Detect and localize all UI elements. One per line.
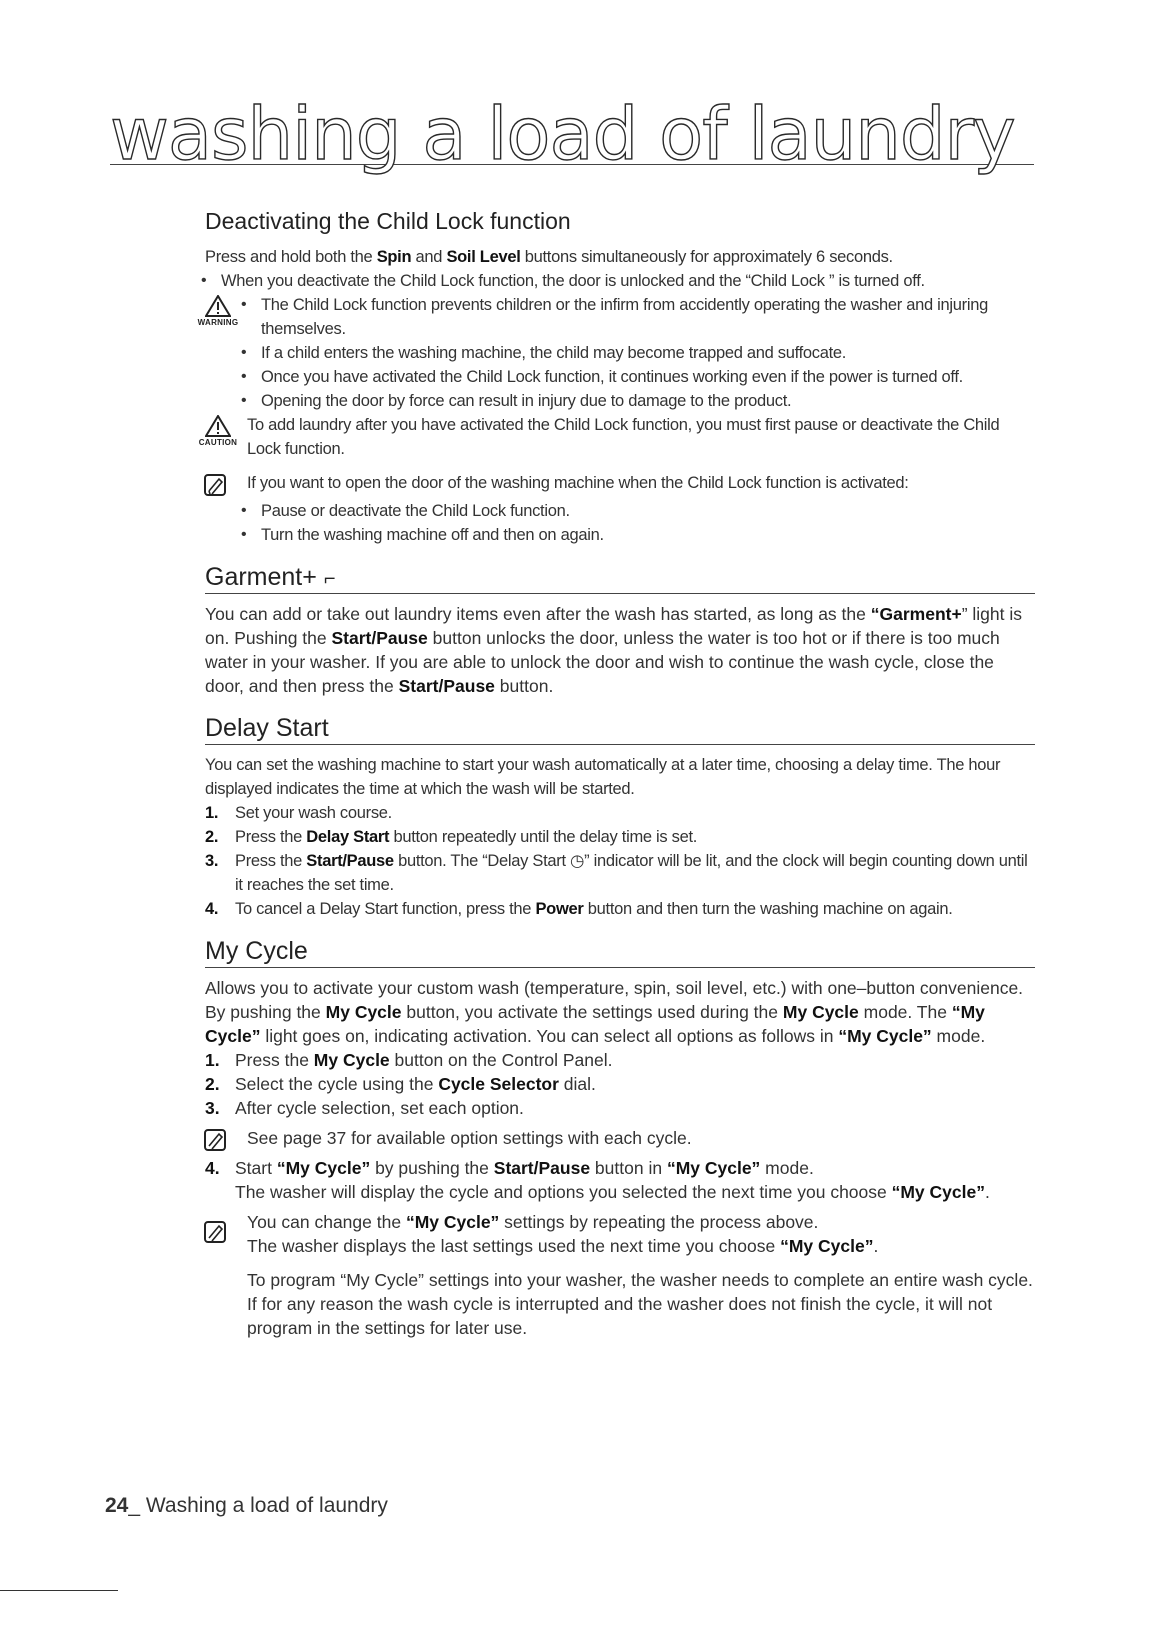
page-number: 24 (105, 1494, 129, 1517)
footer-divider (0, 1590, 118, 1591)
note-text: See page 37 for available option settings with each cycle. (247, 1128, 692, 1148)
section-heading-delay-start: Delay Start (205, 714, 1035, 745)
section-heading-garment: Garment+ ⌐ (205, 563, 1035, 594)
list-item: 2. Press the Delay Start button repeatedly until the delay time is set. (205, 828, 698, 846)
delay-steps (205, 801, 1035, 921)
list-item: 4. Start “My Cycle” by pushing the Start/Pause button in “My Cycle” mode. The washer will display the cycle and options you selected the next time you choose “My Cycle”. (205, 1158, 990, 1202)
note-icon (203, 1220, 227, 1249)
caution-label: CAUTION (198, 438, 238, 447)
list-item: • When you deactivate the Child Lock function, the door is unlocked and the “Child Lock ” is turned off. (193, 269, 1035, 293)
list-item: • Once you have activated the Child Lock function, it continues working even if the power is turned off. (233, 365, 1035, 389)
list-item: • The Child Lock function prevents children or the infirm from accidently operating the washer and injuring themselves. (233, 293, 1035, 341)
section-heading-child-lock: Deactivating the Child Lock function (205, 208, 571, 234)
my-cycle-note-2 (205, 1210, 1035, 1340)
caution-text: To add laundry after you have activated the Child Lock function, you must first pause or deactivate the Child Lock function. (247, 416, 1000, 458)
list-item: 3. Press the Start/Pause button. The “Delay Start ◷” indicator will be lit, and the clock will begin counting down until it reaches the set time. (205, 852, 1028, 894)
note-line: You can change the “My Cycle” settings by repeating the process above. (247, 1212, 819, 1232)
delay-intro: You can set the washing machine to start your wash automatically at a later time, choosing a delay time. The hour displayed indicates the time at which the wash will be started. (205, 756, 1001, 798)
footer-label: _ Washing a load of laundry (128, 1494, 388, 1517)
list-item: 1. Set your wash course. (205, 804, 392, 822)
note-paragraph: To program “My Cycle” settings into your washer, the washer needs to complete an entire wash cycle. If for any reason the wash cycle is interrupted and the washer does not finish the cycle, it will not program in the settings for later use. (247, 1270, 1033, 1338)
note-icon (203, 1128, 227, 1157)
note-list (233, 499, 1035, 547)
section-heading-my-cycle: My Cycle (205, 937, 1035, 968)
clock-icon: ◷ (570, 852, 585, 870)
note-text: If you want to open the door of the washing machine when the Child Lock function is activated: (247, 474, 909, 492)
note-icon (203, 473, 227, 502)
my-cycle-note-1 (205, 1126, 1035, 1150)
main-content (197, 208, 1035, 1340)
my-cycle-intro: Allows you to activate your custom wash (temperature, spin, soil level, etc.) with one–button convenience. By pushing the My Cycle button, you activate the settings used during the My Cycle mode. The “My Cycle” light goes on, indicating activation. You can select all options as follows in “My Cycle” mode. (205, 978, 1024, 1046)
my-cycle-steps (205, 1048, 1035, 1120)
list-item: 3. After cycle selection, set each option. (205, 1098, 524, 1118)
page-footer (105, 1494, 388, 1518)
child-lock-bullets (193, 269, 1035, 293)
list-item: • Opening the door by force can result in injury due to damage to the product. (233, 389, 1035, 413)
list-item: • If a child enters the washing machine, the child may become trapped and suffocate. (233, 341, 1035, 365)
caution-block (198, 413, 1035, 461)
caution-icon (193, 415, 243, 447)
garment-icon: ⌐ (323, 568, 336, 590)
page-title: washing a load of laundry (110, 98, 1034, 165)
note-line: The washer displays the last settings used the next time you choose “My Cycle”. (247, 1236, 879, 1256)
list-item: 4. To cancel a Delay Start function, press the Power button and then turn the washing machine on again. (205, 900, 953, 918)
list-item: • Turn the washing machine off and then on again. (233, 523, 1035, 547)
my-cycle-step-4 (205, 1156, 1035, 1204)
list-item: 2. Select the cycle using the Cycle Selector dial. (205, 1074, 596, 1094)
note-block (205, 471, 1035, 547)
warning-list (233, 293, 1035, 413)
warning-label: WARNING (197, 318, 239, 327)
child-lock-intro: Press and hold both the Spin and Soil Level buttons simultaneously for approximately 6 seconds. (205, 248, 893, 266)
warning-block (197, 293, 1035, 413)
list-item: 1. Press the My Cycle button on the Control Panel. (205, 1050, 613, 1070)
list-item: • Pause or deactivate the Child Lock function. (233, 499, 1035, 523)
garment-paragraph: You can add or take out laundry items even after the wash has started, as long as the “Garment+” light is on. Pushing the Start/Pause button unlocks the door, unless the water is too hot or if there is too much water in your washer. If you are able to unlock the door and wish to continue the wash cycle, close the door, and then press the Start/Pause button. (205, 604, 1022, 696)
